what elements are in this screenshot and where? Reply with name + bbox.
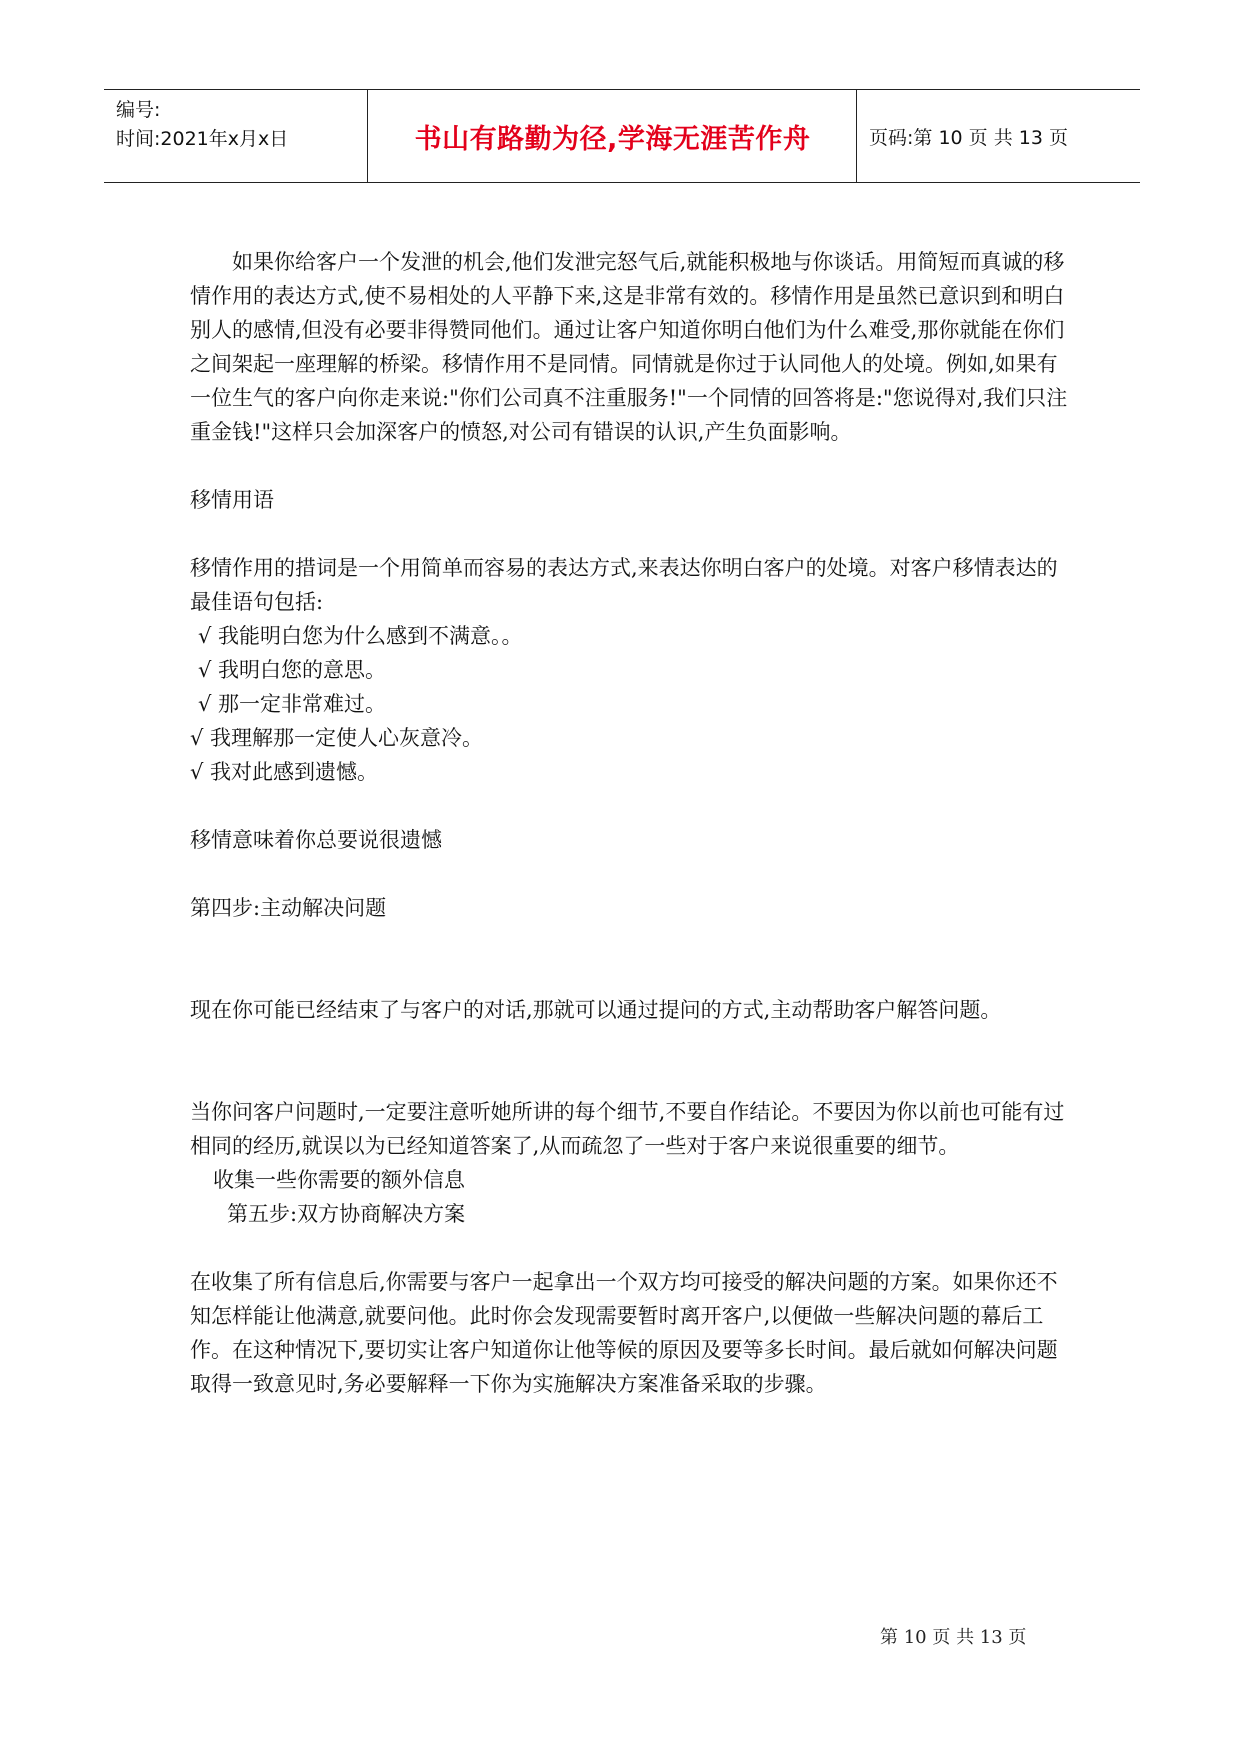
header-time-label: 时间:2021年x月x日 xyxy=(116,128,289,150)
paragraph-empathy-wording: 移情作用的措词是一个用简单而容易的表达方式,来表达你明白客户的处境。对客户移情表达的最佳语句包括: xyxy=(190,556,1058,614)
page-header xyxy=(104,89,1140,183)
check-item-1: √ 我能明白您为什么感到不满意。。 xyxy=(198,624,523,648)
line-collect-info: 收集一些你需要的额外信息 xyxy=(213,1168,465,1192)
paragraph-ask-questions: 现在你可能已经结束了与客户的对话,那就可以通过提问的方式,主动帮助客户解答问题。 xyxy=(190,998,1002,1022)
check-item-5: √ 我对此感到遗憾。 xyxy=(190,760,379,784)
heading-empathy-phrases: 移情用语 xyxy=(190,488,274,512)
header-motto: 书山有路勤为径,学海无涯苦作舟 xyxy=(414,124,811,155)
check-item-2: √ 我明白您的意思。 xyxy=(198,658,387,682)
page-footer: 第 10 页 共 13 页 xyxy=(880,1627,1027,1648)
header-divider-left xyxy=(367,90,368,182)
check-item-3: √ 那一定非常难过。 xyxy=(198,692,387,716)
document-body xyxy=(190,245,1070,1401)
paragraph-venting: 如果你给客户一个发泄的机会,他们发泄完怒气后,就能积极地与你谈话。用简短而真诚的移情作用的表达方式,使不易相处的人平静下来,这是非常有效的。移情作用是虽然已意识到和明白别人的感情,但没有必要非得赞同他们。通过让客户知道你明白他们为什么难受,那你就能在你们之间架起一座理解的桥梁。移情作用不是同情。同情就是你过于认同他人的处境。例如,如果有一位生气的客户向你走来说:"你们公司真不注重服务!"一个同情的回答将是:"您说得对,我们只注重金钱!"这样只会加深客户的愤怒,对公司有错误的认识,产生负面影响。 xyxy=(190,250,1068,444)
heading-step-five: 第五步:双方协商解决方案 xyxy=(227,1202,466,1226)
header-meta xyxy=(116,96,366,154)
header-number-label: 编号: xyxy=(116,99,161,121)
heading-step-four: 第四步:主动解决问题 xyxy=(190,896,387,920)
paragraph-negotiate-solution: 在收集了所有信息后,你需要与客户一起拿出一个双方均可接受的解决问题的方案。如果你还不知怎样能让他满意,就要问他。此时你会发现需要暂时离开客户,以便做一些解决问题的幕后工作。在这种情况下,要切实让客户知道你让他等候的原因及要等多长时间。最后就如何解决问题取得一致意见时,务必要解释一下你为实施解决方案准备采取的步骤。 xyxy=(190,1270,1058,1396)
header-divider-right xyxy=(856,90,857,182)
check-item-4: √ 我理解那一定使人心灰意冷。 xyxy=(190,726,484,750)
header-page-label: 页码:第 10 页 共 13 页 xyxy=(869,127,1068,149)
paragraph-listen-details: 当你问客户问题时,一定要注意听她所讲的每个细节,不要自作结论。不要因为你以前也可能有过相同的经历,就误以为已经知道答案了,从而疏忽了一些对于客户来说很重要的细节。 xyxy=(190,1100,1065,1158)
line-always-regret: 移情意味着你总要说很遗憾 xyxy=(190,828,442,852)
